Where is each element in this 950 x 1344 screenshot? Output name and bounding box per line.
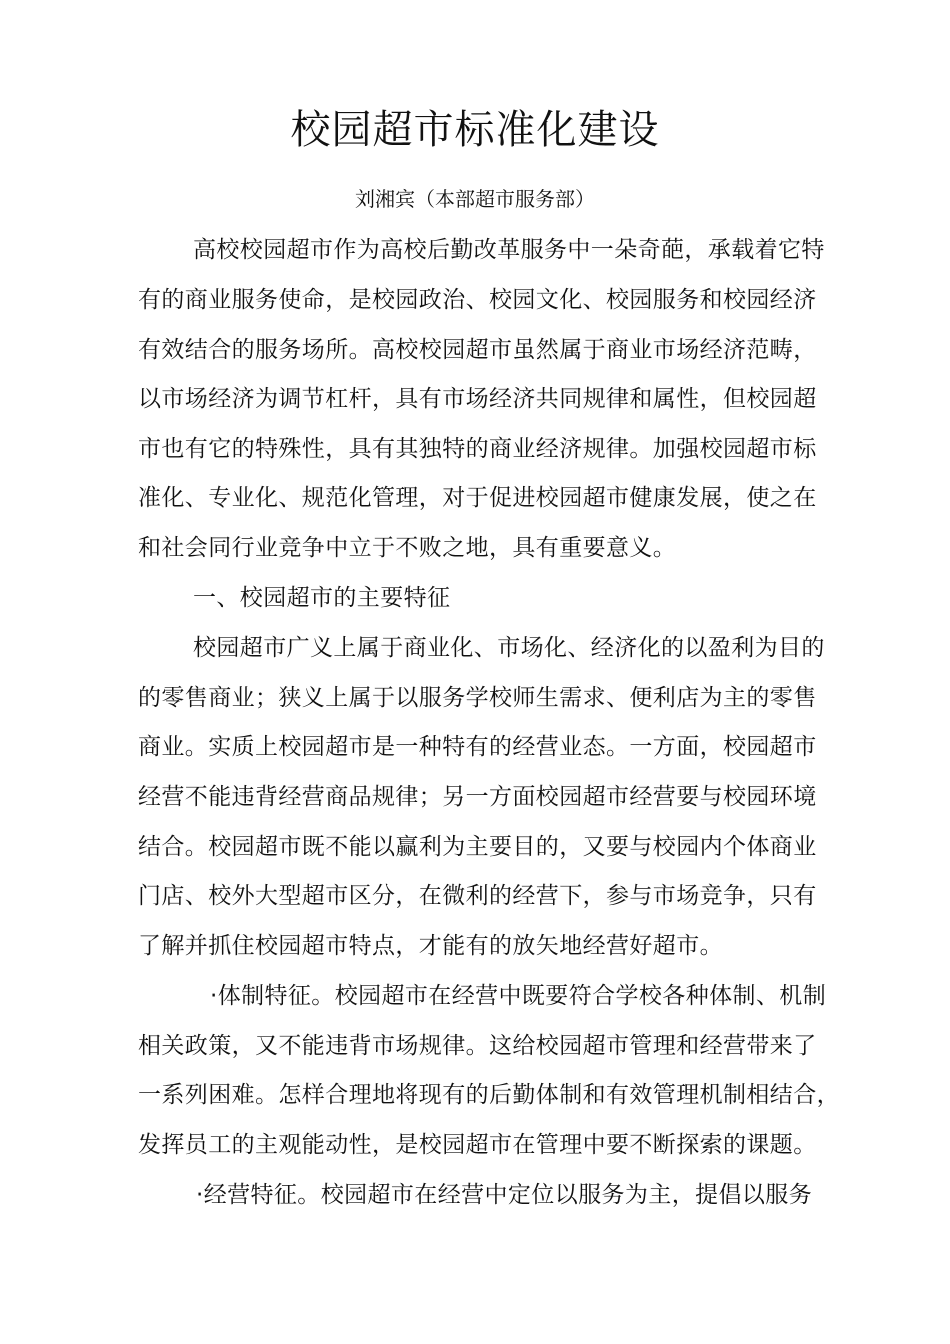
paragraph-line: 市也有它的特殊性，具有其独特的商业经济规律。加强校园超市标 [138, 436, 817, 462]
paragraph-line: 经营不能违背经营商品规律；另一方面校园超市经营要与校园环境 [138, 784, 817, 810]
paragraph-line: ·体制特征。校园超市在经营中既要符合学校各种体制、机制 [210, 983, 827, 1009]
paragraph-line: 高校校园超市作为高校后勤改革服务中一朵奇葩，承载着它特 [193, 237, 825, 263]
paragraph-line: ·经营特征。校园超市在经营中定位以服务为主，提倡以服务 [196, 1182, 813, 1208]
paragraph-line: 发挥员工的主观能动性，是校园超市在管理中要不断探索的课题。 [138, 1132, 817, 1158]
paragraph-line: 和社会同行业竞争中立于不败之地，具有重要意义。 [138, 535, 677, 561]
paragraph-line: 了解并抓住校园超市特点，才能有的放矢地经营好超市。 [138, 933, 723, 959]
section-heading: 一、校园超市的主要特征 [193, 585, 451, 611]
paragraph-line: 相关政策，又不能违背市场规律。这给校园超市管理和经营带来了 [138, 1033, 817, 1059]
paragraph-line: 校园超市广义上属于商业化、市场化、经济化的以盈利为目的 [193, 635, 825, 661]
paragraph-line: 以市场经济为调节杠杆，具有市场经济共同规律和属性，但校园超 [138, 386, 817, 412]
paragraph-line: 门店、校外大型超市区分，在微利的经营下，参与市场竞争，只有 [138, 883, 817, 909]
document-author: 刘湘宾（本部超市服务部） [355, 187, 595, 211]
paragraph-line: 有效结合的服务场所。高校校园超市虽然属于商业市场经济范畴， [138, 337, 817, 363]
paragraph-line: 结合。校园超市既不能以赢利为主要目的，又要与校园内个体商业 [138, 834, 817, 860]
paragraph-line: 有的商业服务使命，是校园政治、校园文化、校园服务和校园经济 [138, 287, 817, 313]
paragraph-line: 的零售商业；狭义上属于以服务学校师生需求、便利店为主的零售 [138, 685, 817, 711]
paragraph-line: 商业。实质上校园超市是一种特有的经营业态。一方面，校园超市 [138, 734, 817, 760]
paragraph-line: 准化、专业化、规范化管理，对于促进校园超市健康发展，使之在 [138, 485, 817, 511]
document-title: 校园超市标准化建设 [290, 107, 660, 153]
paragraph-line: 一系列困难。怎样合理地将现有的后勤体制和有效管理机制相结合， [138, 1082, 840, 1108]
